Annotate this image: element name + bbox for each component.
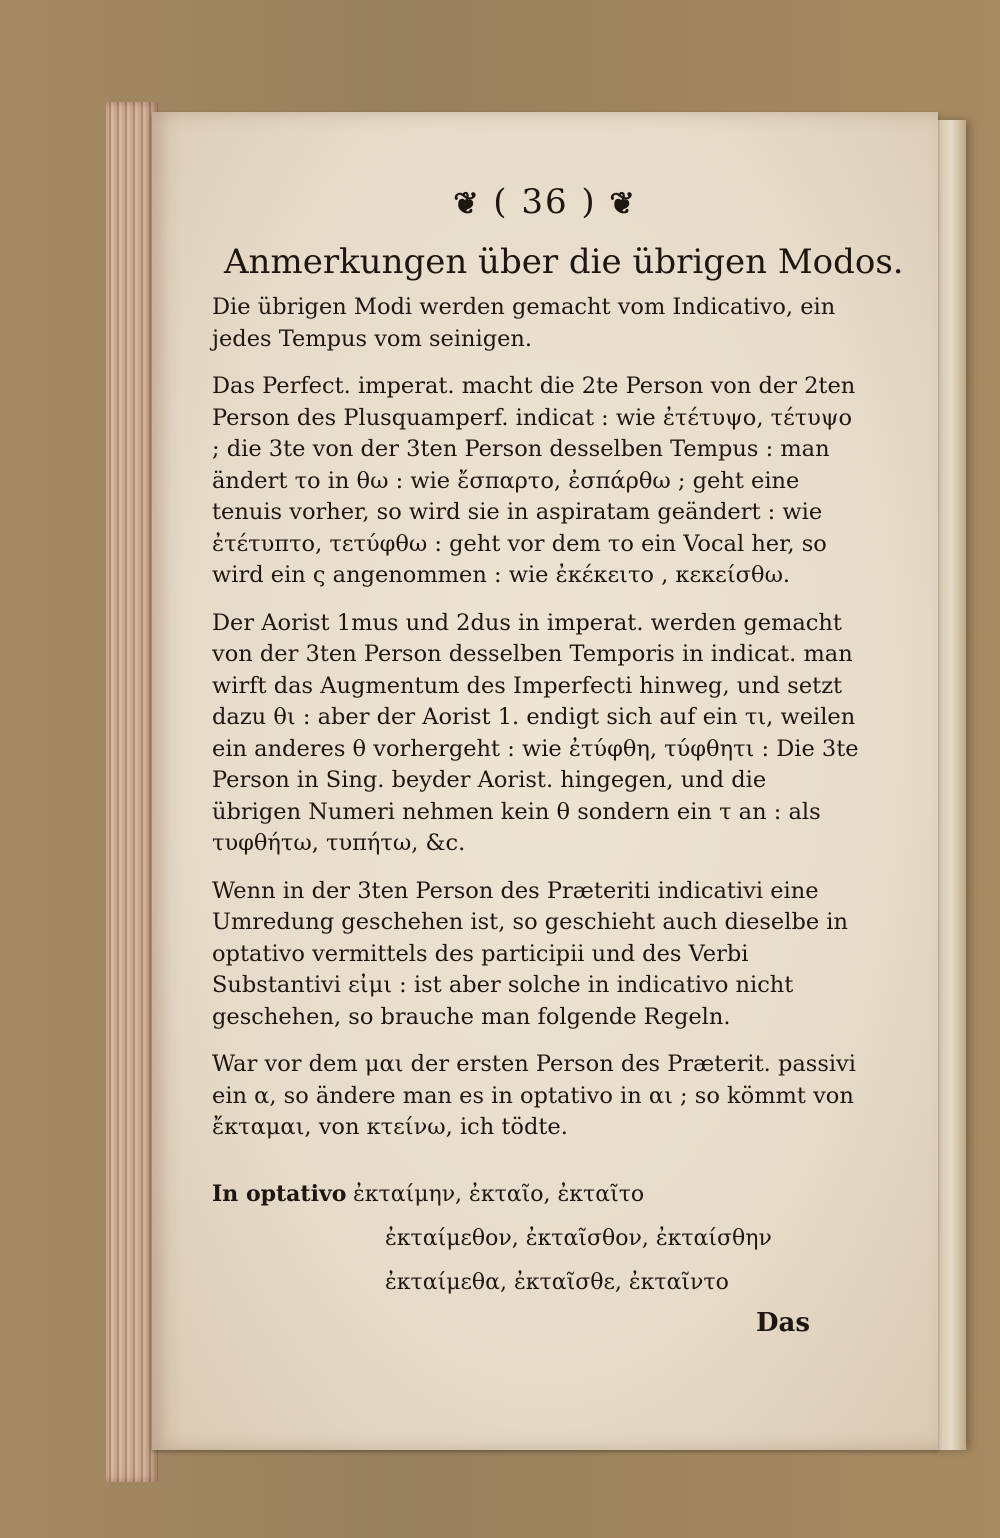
optative-row xyxy=(212,1172,862,1217)
optative-forms: ἐκταίμεθον, ἐκταῖσθον, ἐκταίσθην xyxy=(385,1226,772,1251)
paragraph: War vor dem μαι der ersten Person des Præterit. passivi ein α, so ändere man es in optativo in αι ; so kömmt von ἔκταμαι, von κτείνω, ich tödte. xyxy=(212,1051,856,1140)
optative-conjugation xyxy=(212,1172,862,1305)
paragraph: Wenn in der 3ten Person des Præteriti indicativi eine Umredung geschehen ist, so geschieht auch dieselbe in optativo vermittels des participii und des Verbi Substantivi εἰμι : ist aber solche in indicativo nicht geschehen, so brauche man folgende Regeln. xyxy=(212,877,848,1030)
optative-row xyxy=(212,1261,862,1305)
body-text xyxy=(212,292,862,1160)
paragraph: Der Aorist 1mus und 2dus in imperat. werden gemacht von der 3ten Person desselben Temporis in indicat. man wirft das Augmentum des Imperfecti hinweg, und setzt dazu θι : aber der Aorist 1. endigt sich auf ein τι, weilen ein anderes θ vorhergeht : wie ἐτύφθη, τύφθητι : Die 3te Person in Sing. beyder Aorist. hingegen, und die übrigen Numeri nehmen kein θ sondern ein τ an : als τυφθήτω, τυπήτω, &c. xyxy=(212,609,859,856)
page-header xyxy=(152,182,938,222)
paragraph: Die übrigen Modi werden gemacht vom Indicativo, ein jedes Tempus vom seinigen. xyxy=(212,294,836,352)
catchword: Das xyxy=(755,1308,810,1338)
optative-label: In optativo xyxy=(212,1181,347,1207)
book-left-page-edges xyxy=(106,102,158,1482)
left-ornament-icon: ❦ xyxy=(453,186,481,222)
optative-row xyxy=(212,1217,862,1261)
paragraph: Das Perfect. imperat. macht die 2te Person von der 2ten Person des Plusquamperf. indicat : wie ἐτέτυψο, τέτυψο ; die 3te von der 3ten Person desselben Tempus : man ändert το in θω : wie ἔσπαρτο, ἐσπάρθω ; geht eine tenuis vorher, so wird sie in aspiratam geändert : wie ἐτέτυπτο, τετύφθω : geht vor dem το ein Vocal her, so wird ein ς angenommen : wie ἐκέκειτο , κεκείσθω. xyxy=(212,373,856,588)
optative-forms: ἐκταίμεθα, ἐκταῖσθε, ἐκταῖντο xyxy=(385,1270,729,1295)
optative-forms: ἐκταίμην, ἐκταῖο, ἐκταῖτο xyxy=(353,1182,645,1207)
page-number: ( 36 ) xyxy=(493,182,597,222)
page-title: Anmerkungen über die übrigen Modos. xyxy=(224,242,904,282)
right-ornament-icon: ❦ xyxy=(609,186,637,222)
book-page xyxy=(152,112,938,1450)
